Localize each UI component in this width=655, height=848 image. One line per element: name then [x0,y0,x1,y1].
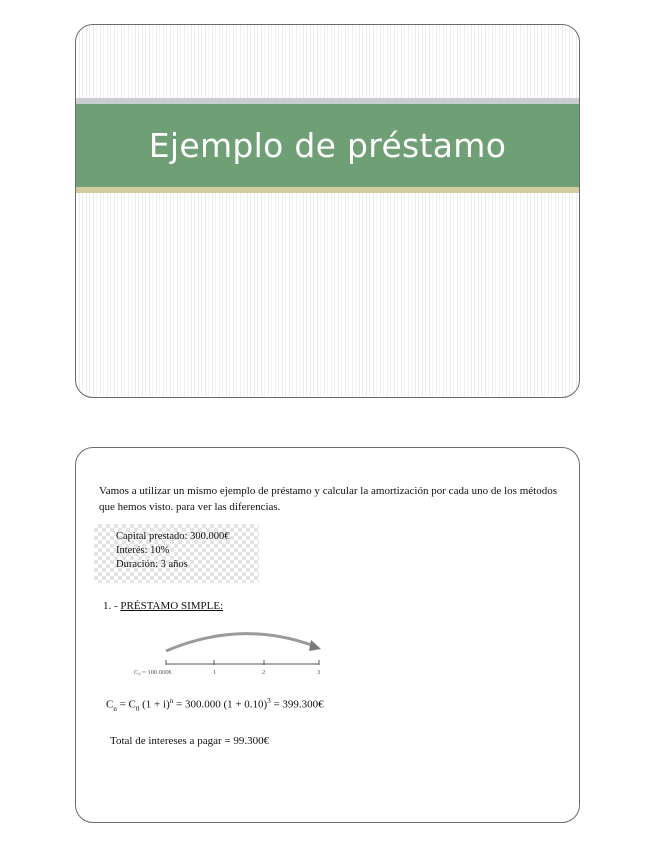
total-interest: Total de intereses a pagar = 99.300€ [110,735,270,747]
formula-n-sub: n [113,704,117,713]
intro-paragraph: Vamos a utilizar un mismo ejemplo de préstamo y calcular la amortización por cada uno de los métodos que hemos visto. para ver las diferencias. [99,485,557,513]
timeline-start-label: C₀ = 100.000€ [134,669,172,676]
formula-0-sub: 0 [135,704,140,713]
loan-data-box [94,524,259,583]
section-title: PRÉSTAMO SIMPLE: [120,600,224,612]
formula-middle: = 300.000 (1 + 0.10) [173,698,268,711]
formula [106,697,324,713]
timeline-diagram [131,624,341,682]
formula-cn: C [106,698,114,711]
formula-exp-n: n [169,697,174,705]
interest-line: Interés: 10% [116,545,170,556]
formula-exp-3: 3 [267,697,271,705]
section-heading [103,600,223,612]
duration-line: Duración: 3 años [116,559,188,570]
formula-eq-c0: = C [116,698,136,711]
formula-factor: (1 + i) [139,698,170,711]
capital-line: Capital prestado: 300.000€ [116,531,230,542]
formula-result: = 399.300€ [270,698,324,711]
arrow-head-icon [309,640,321,651]
slide-loan-example [75,447,580,823]
timeline-label-2: 2 [262,669,266,676]
slide-title-card [75,24,580,398]
timeline-label-3: 3 [317,669,321,676]
title-band-bottom-stripe [76,187,579,193]
section-number: 1. - [103,600,121,612]
timeline-arc [166,634,314,651]
slide-title: Ejemplo de préstamo [148,126,507,165]
timeline-label-1: 1 [213,669,217,676]
